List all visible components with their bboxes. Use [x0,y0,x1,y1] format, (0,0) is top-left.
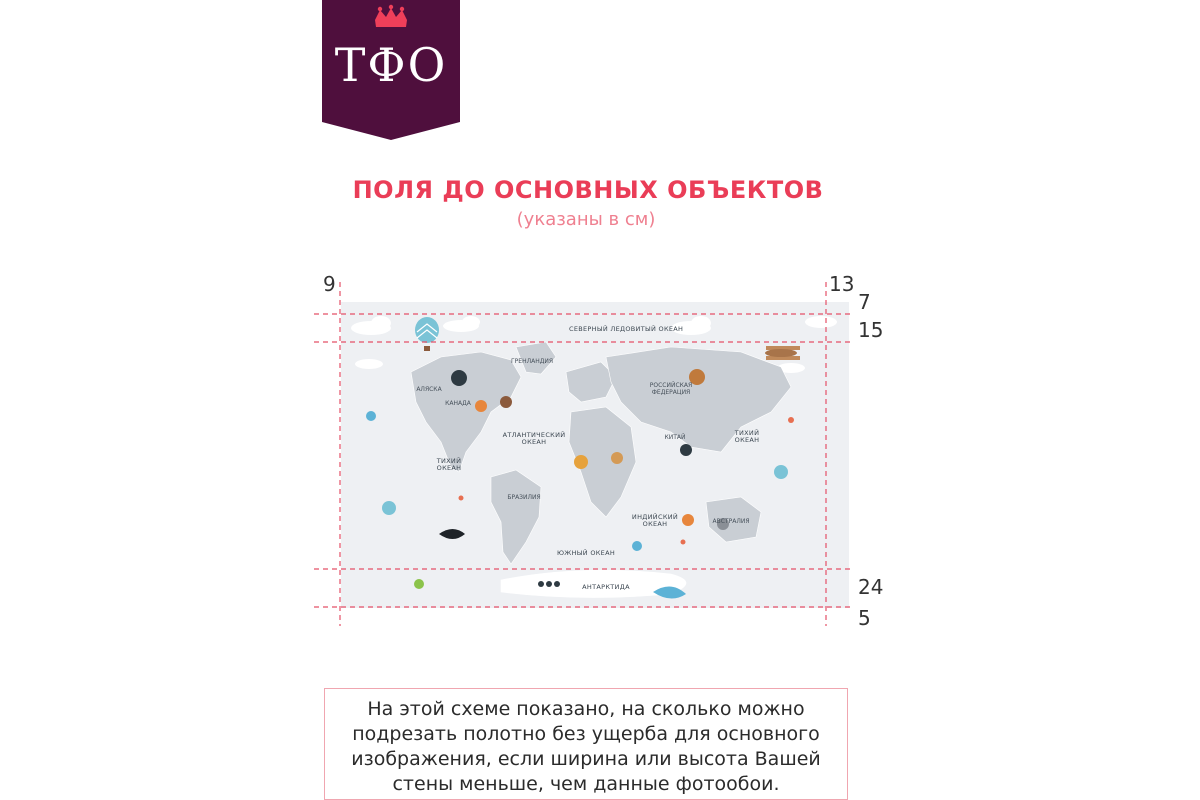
label-pacific-west: ТИХИЙ ОКЕАН [436,457,462,472]
label-china: КИТАЙ [664,434,686,441]
margin-right-value: 13 [829,272,855,296]
info-box [324,688,848,800]
margin-top-inner-value: 15 [858,318,884,342]
page-title: ПОЛЯ ДО ОСНОВНЫХ ОБЪЕКТОВ [352,176,824,204]
page-subtitle: (указаны в см) [516,209,656,230]
label-atlantic-ocean: АТЛАНТИЧЕСКИЙ ОКЕАН [502,431,566,446]
margin-top-outer-value: 7 [858,290,871,314]
label-brazil: БРАЗИЛИЯ [507,494,541,501]
logo-text: ТФО [334,38,448,92]
info-text: На этой схеме показано, на сколько можно подрезать полотно без ущерба для основного изображения, если ширина или высота Вашей стены меньше, чем данные фотообои. [351,698,821,795]
label-southern-ocean: ЮЖНЫЙ ОКЕАН [556,549,616,557]
label-alaska: АЛЯСКА [416,386,442,393]
label-antarctica: АНТАРКТИДА [582,583,630,591]
label-arctic-ocean: СЕВЕРНЫЙ ЛЕДОВИТЫЙ ОКЕАН [569,325,684,333]
label-australia: АВСТРАЛИЯ [712,518,750,525]
margin-bottom-outer-value: 5 [858,606,871,630]
margin-bottom-inner-value: 24 [858,575,884,599]
label-pacific-east: ТИХИЙ ОКЕАН [734,429,760,444]
label-indian-ocean: ИНДИЙСКИЙ ОКЕАН [631,513,679,528]
label-russia: РОССИЙСКАЯ ФЕДЕРАЦИЯ [649,382,693,396]
label-canada: КАНАДА [445,400,471,407]
margin-left-value: 9 [323,272,336,296]
label-greenland: ГРЕНЛАНДИЯ [511,358,554,365]
